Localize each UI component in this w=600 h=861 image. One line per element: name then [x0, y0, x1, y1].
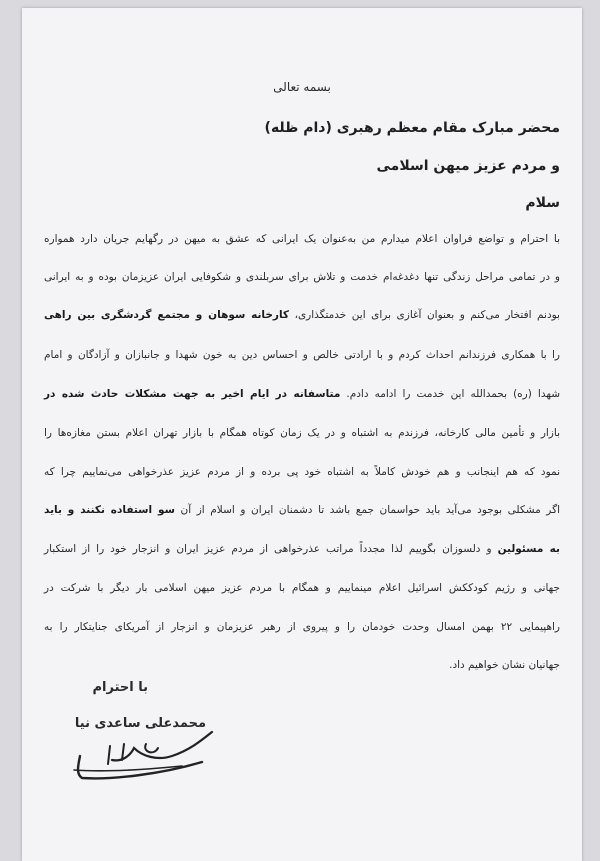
- body-line-8-bold: سو استفاده نکنند و باید: [44, 504, 175, 516]
- signer-name: محمدعلی ساعدی نیا: [74, 716, 206, 731]
- greeting: سلام: [525, 195, 560, 211]
- body-line-5-bold: متاسفانه در ایام اخیر به جهت مشکلات حادث شده در: [44, 388, 341, 400]
- body-line-3-text: بودنم افتخار می‌کنم و بعنوان آغازی برای این خدمتگذاری،: [294, 309, 560, 321]
- body-line-9: [44, 542, 560, 556]
- recipient-people: و مردم عزیز میهن اسلامی: [376, 158, 560, 174]
- recipient-leader: محضر مبارک مقام معظم رهبری (دام ظله): [264, 120, 560, 136]
- body-line-5: [44, 387, 560, 401]
- body-line-5-text: شهدا (ره) بحمدالله این خدمت را ادامه دادم.: [346, 388, 560, 400]
- body-line-7: نمود که هم اینجانب و هم خودش کاملاً به اشتباه خود پی برده و از مردم عزیز عذرخواهی می‌نماییم چرا که: [44, 466, 560, 478]
- body-line-3: [44, 308, 560, 322]
- letter-header: بسمه تعالی: [273, 80, 331, 94]
- handwritten-signature: [62, 726, 222, 786]
- body-line-9-bold: به مسئولین: [497, 543, 560, 555]
- body-line-8-text: اگر مشکلی بوجود می‌آید باید حواسمان جمع باشد تا دشمنان ایران و اسلام از آن: [180, 504, 560, 516]
- body-line-1: با احترام و تواضع فراوان اعلام میدارم من به‌عنوان یک ایرانی که عشق به میهن در رگهایم جریان دارد همواره: [44, 233, 560, 245]
- body-line-11: راهپیمایی ۲۲ بهمن امسال وحدت خودمان را و پیروی از رهبر عزیزمان و انزجار از آمریکای جنایتکار را به: [44, 621, 560, 633]
- body-line-4: را با همکاری فرزندانم احداث کردم و با ارادتی خالص و احساس دین به خون شهدا و جانبازان و آزادگان و امام: [44, 349, 560, 361]
- body-line-8: [44, 503, 560, 517]
- body-line-2: و در تمامی مراحل زندگی تنها دغدغه‌ام خدمت و تلاش برای سربلندی و شکوفایی ایران عزیزمان بوده و به ایرانی: [44, 271, 560, 283]
- body-line-6: بازار و تأمین مالی کارخانه، فرزندم به اشتباه و در یک زمان کوتاه همگام با بازار تهران اعلام بستن مغازه‌ها را: [44, 427, 560, 439]
- company-name: کارخانه سوهان و مجتمع گردشگری بین راهی: [44, 309, 290, 321]
- closing-text: با احترام: [92, 680, 148, 695]
- body-line-12: جهانیان نشان خواهیم داد.: [449, 659, 560, 671]
- body-line-9-text: و دلسوزان بگوییم لذا مجدداً مراتب عذرخواهی از مردم عزیز ایران و انزجار خود را از استکبار: [44, 543, 492, 555]
- body-line-10: جهانی و رژیم کودککش اسرائیل اعلام مینماییم و همگام با مردم عزیز میهن اسلامی بار دیگر با شرکت در: [44, 582, 560, 594]
- letter-page: [22, 8, 582, 861]
